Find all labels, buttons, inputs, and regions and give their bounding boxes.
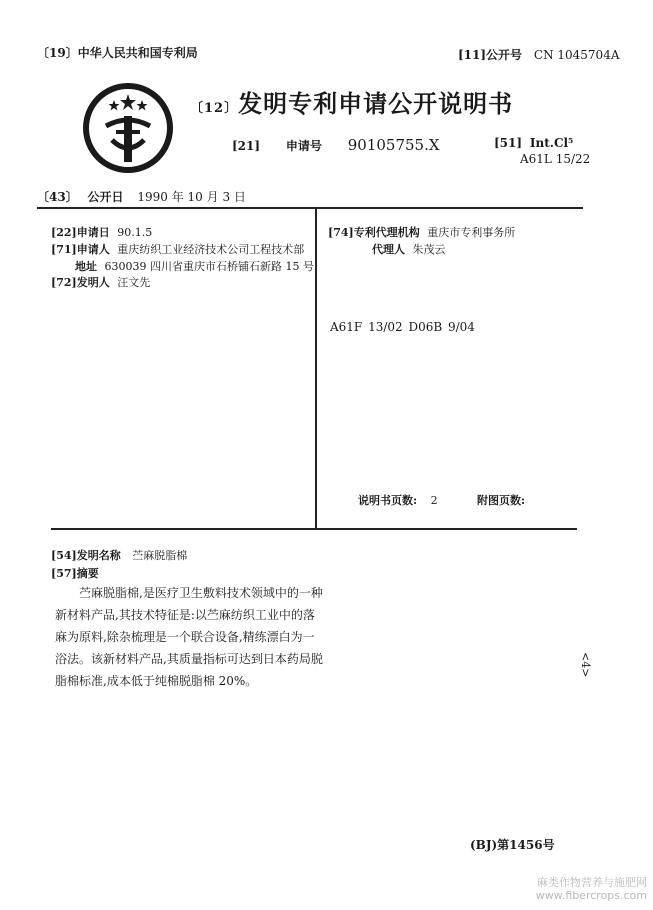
center-divider <box>315 207 317 528</box>
side-page-mark: <4> <box>579 652 592 678</box>
document-type-code: 〔12〕 <box>190 101 239 116</box>
watermark-line-1: 麻类作物营养与施肥网 <box>537 876 647 889</box>
abstract-line: 苎麻脱脂棉,是医疗卫生敷料技术领域中的一种 <box>79 586 323 600</box>
mid-rule <box>51 528 577 530</box>
document-type-text: 发明专利申请公开说明书 <box>238 89 514 118</box>
abstract-line: 浴法。该新材料产品,其质量指标可达到日本药局脱 <box>55 652 323 666</box>
specification-pages-value: 2 <box>430 494 438 507</box>
abstract-line: 麻为原料,除杂梳理是一个联合设备,精练漂白为一 <box>55 630 315 644</box>
invention-title-row <box>51 547 187 563</box>
int-cl-value: A61L 15/22 <box>520 152 591 166</box>
office-code: 〔19〕 <box>37 46 78 60</box>
publication-number-code: [11]公开号 <box>458 48 523 62</box>
office-header <box>37 44 198 61</box>
agent-value: 朱茂云 <box>412 243 446 256</box>
publication-date-code: 〔43〕 <box>37 190 78 204</box>
publication-date-row <box>37 188 246 205</box>
footer-code: (BJ)第1456号 <box>470 838 555 852</box>
agency-row <box>328 224 515 240</box>
specification-pages-row <box>358 492 438 508</box>
publication-date-value: 1990 年 10 月 3 日 <box>137 190 246 204</box>
agent-row <box>372 241 446 257</box>
int-cl-label: Int.Cl⁵ <box>529 136 574 150</box>
top-rule <box>37 207 583 209</box>
inventor-value: 汪文先 <box>117 276 151 289</box>
abstract-line: 新材料产品,其技术特征是:以苎麻纺织工业中的落 <box>55 608 315 622</box>
application-number-row <box>232 136 440 154</box>
site-watermark <box>536 876 647 902</box>
drawing-pages-label: 附图页数: <box>477 494 526 507</box>
address-value: 630039 四川省重庆市石桥铺石新路 15 号 <box>104 260 314 273</box>
application-number-value: 90105755.X <box>347 136 440 154</box>
agency-code: [74]专利代理机构 <box>328 226 420 239</box>
address-row <box>75 258 314 274</box>
inventor-code: [72]发明人 <box>51 276 110 289</box>
additional-classes: A61F 13/02 D06B 9/04 <box>330 320 475 334</box>
filing-date-code: [22]申请日 <box>51 226 110 239</box>
abstract-body <box>55 582 323 692</box>
watermark-line-2: www.fibercrops.com <box>535 889 647 902</box>
int-cl-code: [51] <box>494 136 523 150</box>
publication-date-label: 公开日 <box>87 190 124 204</box>
prc-patent-office-emblem-icon <box>82 82 174 174</box>
specification-pages-label: 说明书页数: <box>358 494 418 507</box>
filing-date-row <box>51 224 152 240</box>
agent-label: 代理人 <box>372 243 405 256</box>
inventor-row <box>51 274 150 290</box>
agency-value: 重庆市专利事务所 <box>427 226 516 239</box>
address-label: 地址 <box>75 260 97 273</box>
office-name: 中华人民共和国专利局 <box>77 46 198 60</box>
document-type-title <box>190 84 513 119</box>
applicant-value: 重庆纺织工业经济技术公司工程技术部 <box>117 243 305 256</box>
application-number-label: 申请号 <box>285 139 322 153</box>
invention-title-code: [54]发明名称 <box>51 549 121 562</box>
publication-number-value: CN 1045704A <box>533 48 620 62</box>
publication-number <box>458 46 620 63</box>
filing-date-value: 90.1.5 <box>117 226 153 239</box>
abstract-line: 脂棉标准,成本低于纯棉脱脂棉 20%。 <box>55 674 258 688</box>
abstract-code: [57]摘要 <box>51 567 99 580</box>
invention-title: 苎麻脱脂棉 <box>132 549 188 562</box>
application-number-code: [21] <box>232 139 261 153</box>
applicant-code: [71]申请人 <box>51 243 110 256</box>
applicant-row <box>51 241 304 257</box>
int-cl-row <box>494 136 573 150</box>
